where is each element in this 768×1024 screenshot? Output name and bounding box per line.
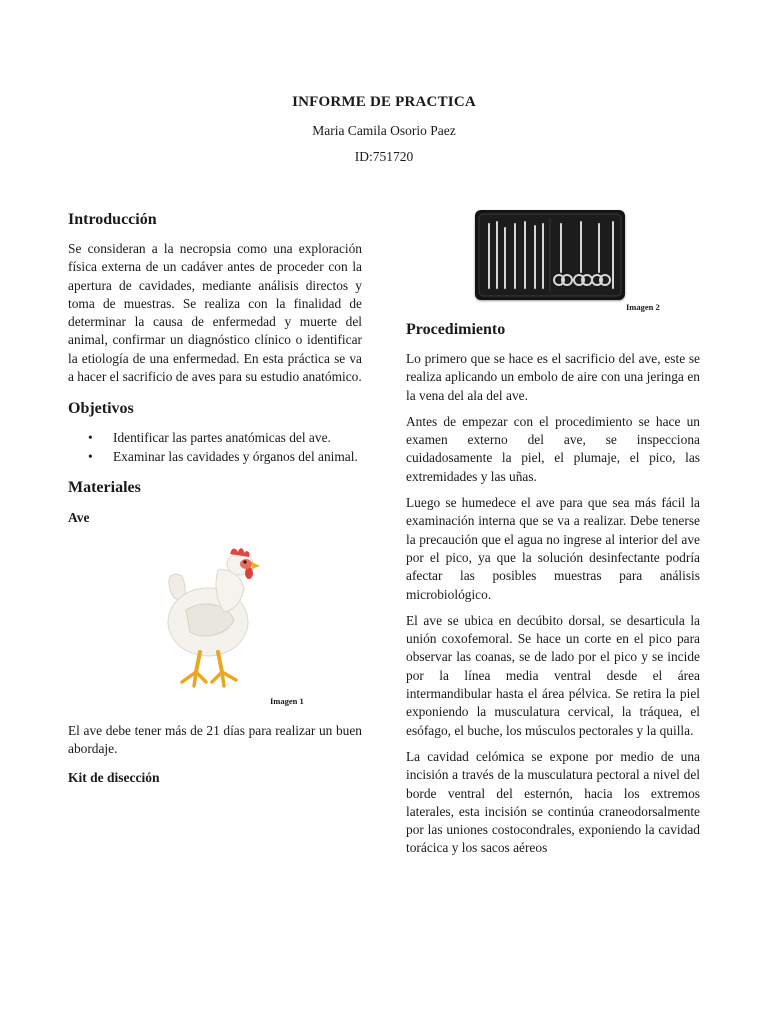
right-column [406, 210, 700, 858]
proc-paragraph-3: Luego se humedece el ave para que sea más fácil la examinación interna que se va a realizar. Debe tenerse la precaución que el agua no ingrese al interior del ave por el pico, ya que la solución desinfectante podría afectar las posibles muestras para análisis microbiológico. [406, 495, 700, 602]
ave-heading: Ave [68, 509, 90, 525]
author-name: Maria Camila Osorio Paez [312, 123, 456, 138]
chicken-image [156, 540, 276, 692]
document-header [0, 94, 768, 165]
materiales-heading: Materiales [68, 478, 141, 496]
procedimiento-heading: Procedimiento [406, 321, 506, 338]
proc-paragraph-5: La cavidad celómica se expone por medio de una incisión a través de la musculatura pectoral a nivel del borde ventral del esternón, hacia los extremos laterales, esta incisión se continúa craneodorsalmente por las uniones costocondrales, exponiendo la cavidad torácica y los sacos aéreos [406, 748, 700, 856]
list-item: • Examinar las cavidades y órganos del animal. [68, 448, 362, 466]
kit-heading: Kit de disección [68, 769, 160, 785]
intro-heading: Introducción [68, 211, 157, 228]
instruments-graphic [475, 210, 625, 300]
intro-paragraph: Se consideran a la necropsia como una exploración física externa de un cadáver antes de proceder con la apertura de cavidades, mediante análisis directos y toma de muestras. Se realiza con la finalidad de determinar la causa de enfermedad y muerte del animal, confirmar un diagnóstico clínico o identificar la etiología de una enfermedad. En esta práctica se va a hacer el sacrificio de aves para su estudio anatómico. [68, 241, 362, 385]
objetivos-heading: Objetivos [68, 400, 134, 418]
left-column [68, 210, 362, 787]
student-id: ID:751720 [354, 149, 414, 164]
image1-caption: Imagen 1 [270, 695, 304, 706]
chicken-figure [68, 540, 362, 712]
objetivos-list [68, 429, 362, 466]
list-item: • Identificar las partes anatómicas del ave. [68, 429, 362, 447]
document-title: INFORME DE PRACTICA [292, 94, 476, 110]
dissection-kit-image [475, 210, 625, 300]
image2-caption: Imagen 2 [626, 302, 660, 312]
proc-paragraph-4: El ave se ubica en decúbito dorsal, se desarticula la unión coxofemoral. Se hace un corte en el pico para observar las coanas, se de lado por el pico y se incide por la línea media ventral desde el área intermandibular hasta el área pélvica. Se retira la piel exponiendo la musculatura cervical, la tráquea, el esófago, el buche, los músculos pectorales y la quilla. [406, 612, 700, 738]
dissection-kit-figure [406, 210, 700, 310]
proc-paragraph-1: Lo primero que se hace es el sacrificio del ave, este se realiza aplicando un embolo de aire con una jeringa en la vena del ala del ave. [406, 351, 700, 403]
proc-paragraph-2: Antes de empezar con el procedimiento se hace un examen externo del ave, se inspecciona cuidadosamente la piel, el plumaje, el pico, las extremidades y las uñas. [406, 413, 700, 484]
ave-paragraph: El ave debe tener más de 21 días para realizar un buen abordaje. [68, 722, 362, 757]
